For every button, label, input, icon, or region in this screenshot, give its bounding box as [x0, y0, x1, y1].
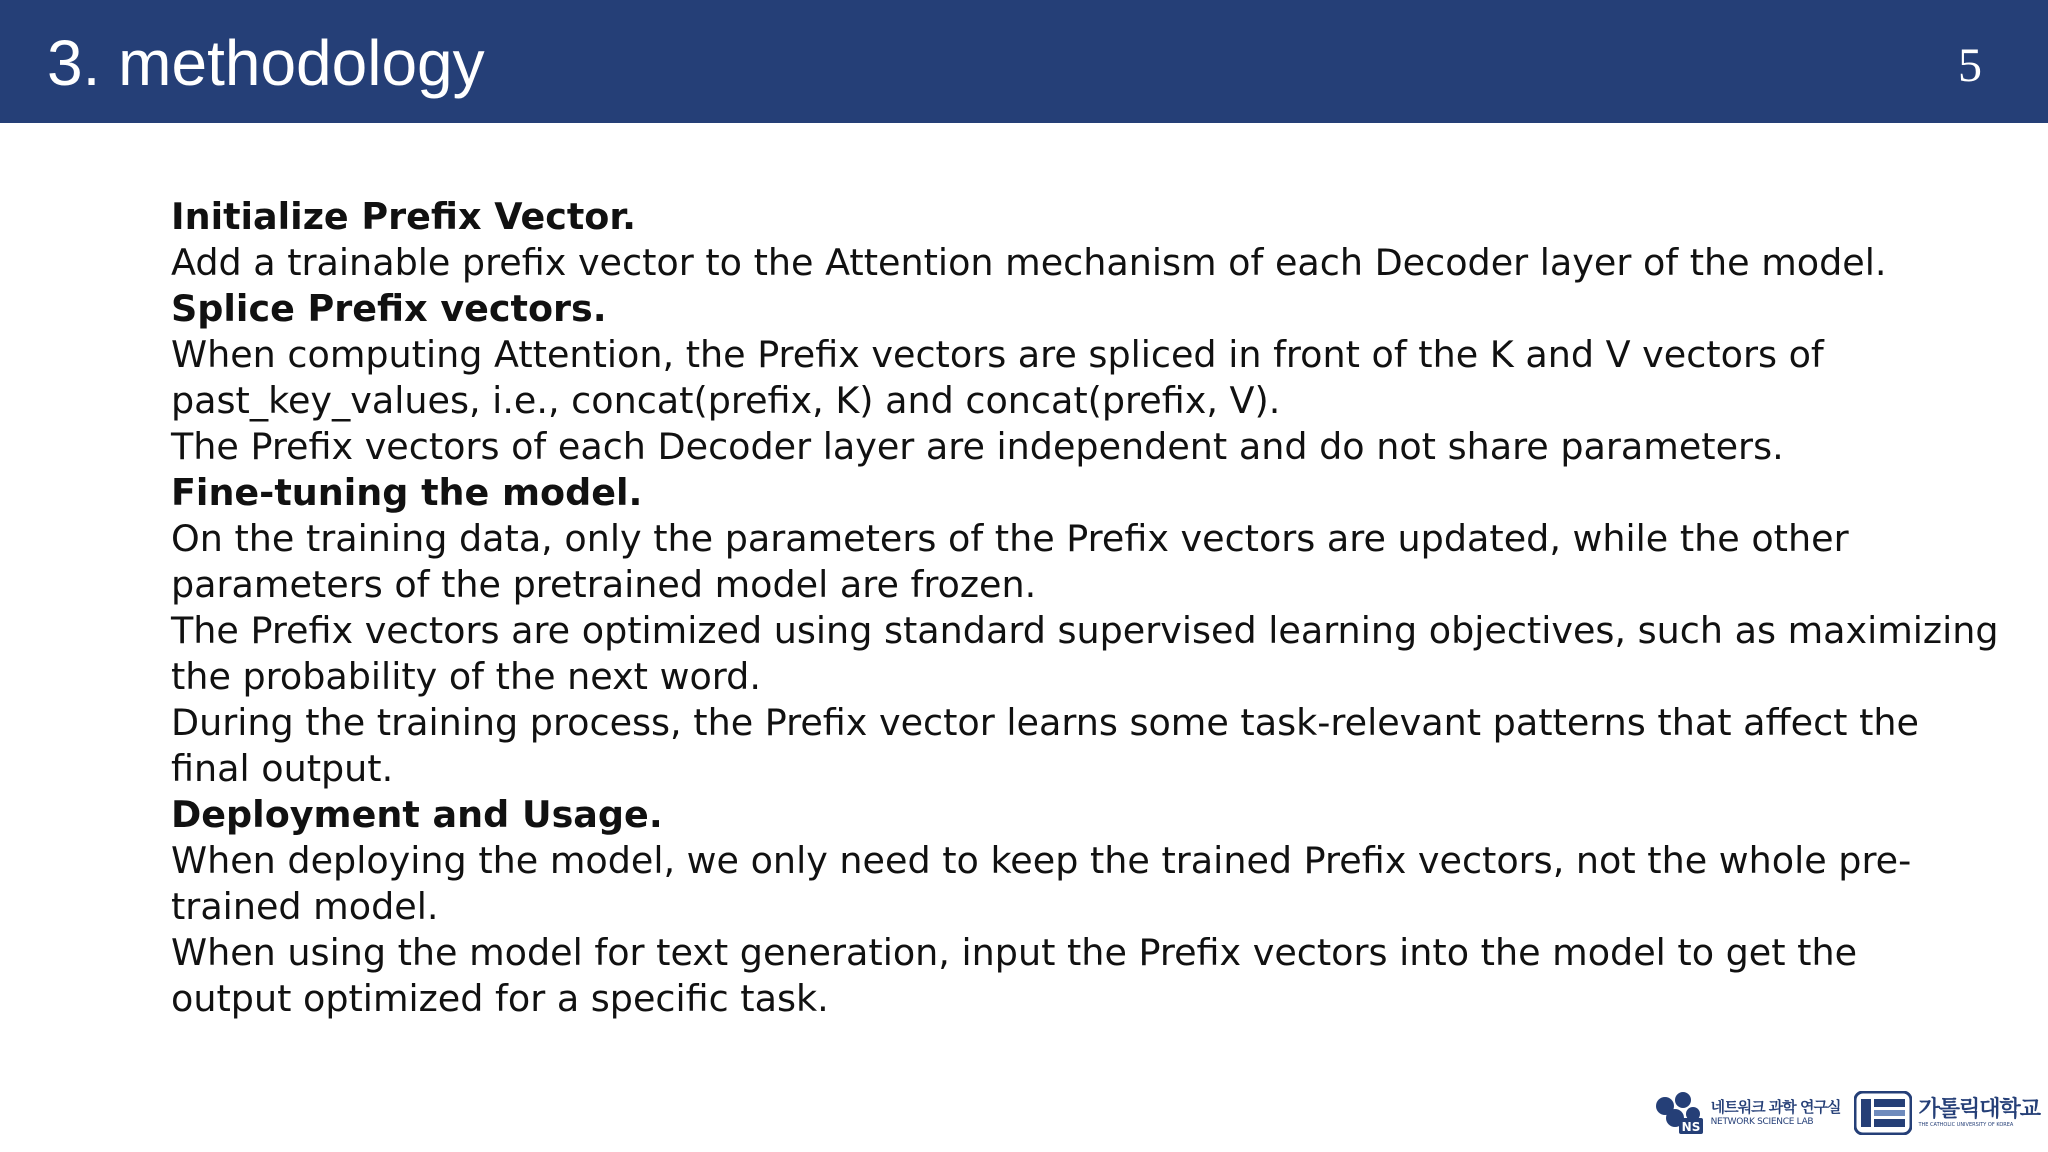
footer-logos	[1653, 1090, 2040, 1136]
university-name-korean: 가톨릭대학교	[1918, 1096, 2040, 1122]
body-text-line: output optimized for a specific task.	[171, 977, 829, 1020]
university-emblem-icon	[1854, 1091, 1912, 1135]
section-heading: Fine-tuning the model.	[171, 471, 643, 514]
body-text-line: final output.	[171, 747, 394, 790]
body-text-line: The Prefix vectors of each Decoder layer are independent and do not share parameters.	[171, 425, 1784, 468]
header-bar	[0, 0, 2048, 123]
body-text-line: When computing Attention, the Prefix vectors are spliced in front of the K and V vectors of	[171, 333, 1824, 376]
catholic-university-logo	[1854, 1091, 2040, 1135]
body-text-line: Add a trainable prefix vector to the Attention mechanism of each Decoder layer of the model.	[171, 241, 1887, 284]
section-heading: Deployment and Usage.	[171, 793, 663, 836]
lab-name-english: NETWORK SCIENCE LAB	[1710, 1116, 1814, 1127]
body-text-line: The Prefix vectors are optimized using standard supervised learning objectives, such as maximizing	[171, 609, 1999, 652]
section-heading: Splice Prefix vectors.	[171, 287, 607, 330]
body-text-line: When using the model for text generation, input the Prefix vectors into the model to get the	[171, 931, 1858, 974]
slide-content	[171, 194, 2011, 1022]
section-heading: Initialize Prefix Vector.	[171, 195, 637, 238]
body-text-line: During the training process, the Prefix vector learns some task-relevant patterns that affect the	[171, 701, 1919, 744]
page-number: 5	[1958, 39, 1982, 92]
body-text-line: trained model.	[171, 885, 439, 928]
network-science-lab-icon	[1653, 1090, 1705, 1136]
body-text-line: the probability of the next word.	[171, 655, 761, 698]
lab-name	[1710, 1097, 1841, 1127]
body-text-line: parameters of the pretrained model are frozen.	[171, 563, 1037, 606]
university-name-english: THE CATHOLIC UNIVERSITY OF KOREA	[1918, 1121, 2014, 1128]
lab-name-korean: 네트워크 과학 연구실	[1710, 1097, 1841, 1116]
body-text-line: On the training data, only the parameters of the Prefix vectors are updated, while the other	[171, 517, 1849, 560]
body-text-line: past_key_values, i.e., concat(prefix, K) and concat(prefix, V).	[171, 379, 1281, 422]
lab-badge-text: NS	[1681, 1120, 1700, 1134]
university-name	[1918, 1096, 2040, 1128]
network-science-lab-logo	[1653, 1090, 1841, 1136]
slide-title: 3. methodology	[47, 27, 485, 99]
body-text-line: When deploying the model, we only need to keep the trained Prefix vectors, not the whole pre-	[171, 839, 1912, 882]
